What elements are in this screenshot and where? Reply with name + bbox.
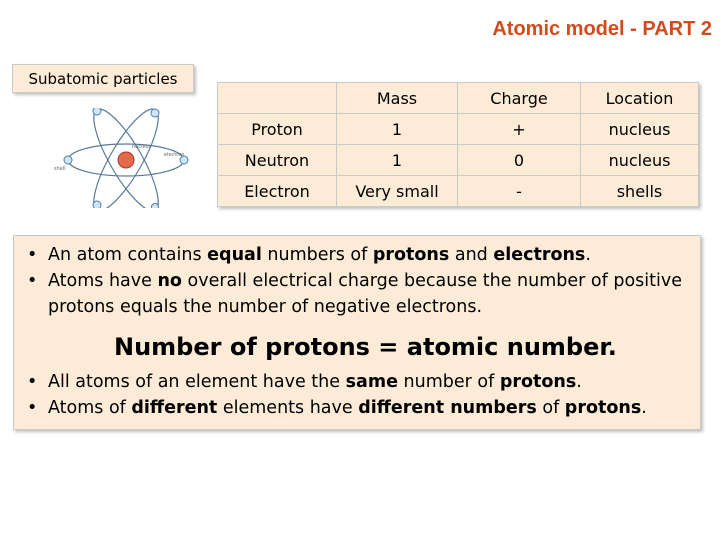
particle-mass: 1 xyxy=(337,114,458,145)
particle-name: Neutron xyxy=(218,145,337,176)
list-item: • All atoms of an element have the same number of protons. xyxy=(14,369,700,395)
table-header: Mass xyxy=(337,83,458,114)
bullet-list xyxy=(14,242,700,320)
electron-dot xyxy=(64,156,72,164)
electron-dot xyxy=(152,204,159,209)
particle-location: nucleus xyxy=(581,145,699,176)
page-title: Atomic model - PART 2 xyxy=(492,18,712,40)
table-header: Charge xyxy=(458,83,581,114)
electron-dot xyxy=(93,201,101,208)
atomic-number-statement: Number of protons = atomic number. xyxy=(114,333,617,361)
list-item: • Atoms of different elements have different numbers of protons. xyxy=(14,395,700,421)
particle-charge: - xyxy=(458,176,581,207)
bullet-list xyxy=(14,369,700,421)
list-item: • Atoms have no overall electrical charge because the number of positive protons equals the number of negative electrons. xyxy=(14,268,700,320)
key-points-box xyxy=(13,235,701,430)
particle-charge: 0 xyxy=(458,145,581,176)
particles-table xyxy=(217,82,699,207)
table-row xyxy=(218,145,699,176)
table-header xyxy=(218,83,337,114)
bullet-dot: • xyxy=(27,271,38,291)
electron-dot xyxy=(93,108,101,115)
bullet-dot: • xyxy=(27,372,38,392)
nucleus-label: nucleus xyxy=(132,144,152,150)
shell-label: shell xyxy=(54,166,66,172)
particle-charge: + xyxy=(458,114,581,145)
electron-label: electron xyxy=(164,152,185,158)
particle-mass: 1 xyxy=(337,145,458,176)
particle-location: shells xyxy=(581,176,699,207)
bullet-dot: • xyxy=(27,398,38,418)
particle-mass: Very small xyxy=(337,176,458,207)
atom-diagram xyxy=(52,108,200,208)
particle-location: nucleus xyxy=(581,114,699,145)
electron-dot xyxy=(151,109,159,117)
subatomic-particles-label: Subatomic particles xyxy=(12,64,194,93)
particle-name: Electron xyxy=(218,176,337,207)
particle-name: Proton xyxy=(218,114,337,145)
table-header: Location xyxy=(581,83,699,114)
nucleus-dot xyxy=(118,152,134,168)
table-header-row xyxy=(218,83,699,114)
bullet-dot: • xyxy=(27,245,38,265)
table-row xyxy=(218,114,699,145)
table-row xyxy=(218,176,699,207)
list-item: • An atom contains equal numbers of protons and electrons. xyxy=(14,242,700,268)
